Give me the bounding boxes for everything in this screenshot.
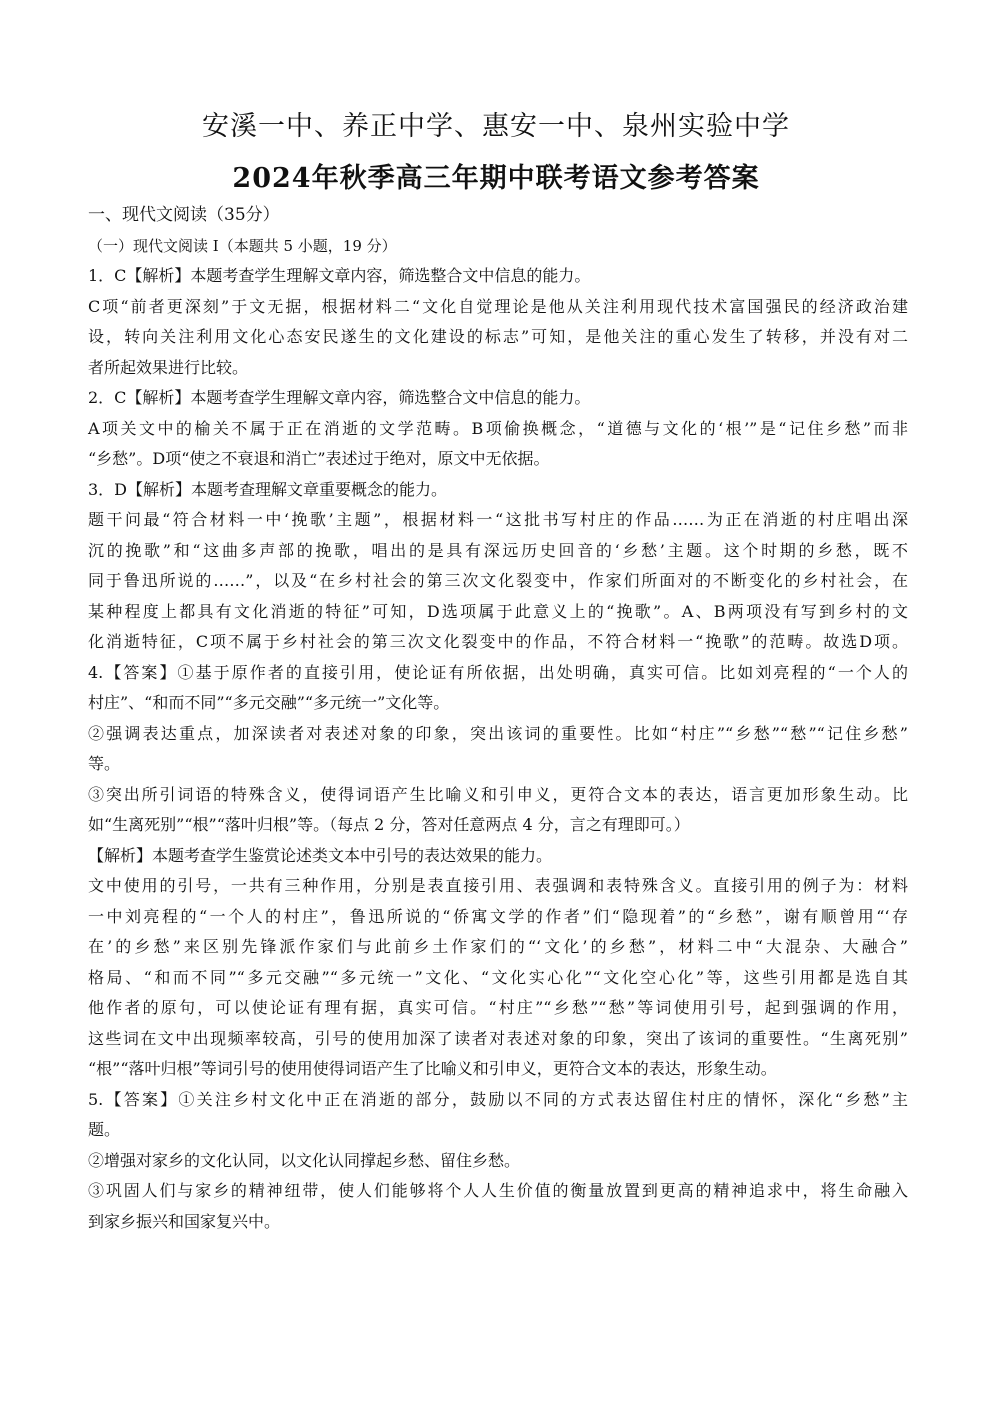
answer-line: 题。 — [88, 1120, 121, 1139]
answer-line: C项“前者更深刻”于文无据，根据材料二“文化自觉理论是他从关注利用现代技术富国强民的经济政治建 — [88, 296, 908, 316]
answer-line: 在’的乡愁”来区别先锋派作家们与此前乡土作家们的“‘文化’的乡愁”，材料二中“大混杂、大融合” — [88, 937, 908, 956]
answer-line: 某种程度上都具有文化消逝的特征”可知，D选项属于此意义上的“挽歌”。A、B两项没有写到乡村的文 — [88, 601, 908, 621]
answer-line: 一中刘亮程的“一个人的村庄”，鲁迅所说的“侨寓文学的作者”们“隐现着”的“乡愁”，谢有顺曾用“‘存 — [88, 906, 908, 926]
answer-line: 3．D【解析】本题考查理解文章重要概念的能力。 — [88, 479, 448, 499]
answer-line: 4.【答案】①基于原作者的直接引用，使论证有所依据，出处明确，真实可信。比如刘亮程的“一个人的 — [88, 662, 908, 682]
answer-line: A项关文中的榆关不属于正在消逝的文学范畴。B项偷换概念，“道德与文化的‘根’”是“记住乡愁”而非 — [88, 418, 908, 438]
answer-line: 到家乡振兴和国家复兴中。 — [88, 1211, 281, 1231]
answer-line: 1．C【解析】本题考查学生理解文章内容，筛选整合文中信息的能力。 — [88, 266, 591, 285]
answer-body — [88, 200, 908, 1237]
answer-line: 化消逝特征，C项不属于乡村社会的第三次文化裂变中的作品，不符合材料一“挽歌”的范畴。故选D项。 — [88, 632, 908, 651]
answer-line: ②增强对家乡的文化认同，以文化认同撑起乡愁、留住乡愁。 — [88, 1150, 521, 1170]
answer-line: 【解析】本题考查学生鉴赏论述类文本中引号的表达效果的能力。 — [88, 845, 553, 865]
answer-line: ③巩固人们与家乡的精神纽带，使人们能够将个人人生价值的衡量放置到更高的精神追求中，将生命融入 — [88, 1181, 908, 1200]
answer-line: ③突出所引词语的特殊含义，使得词语产生比喻义和引申义，更符合文本的表达，语言更加形象生动。比 — [88, 784, 908, 804]
answer-line: 者所起效果进行比较。 — [88, 357, 249, 377]
page-title-schools: 安溪一中、养正中学、惠安一中、泉州实验中学 — [202, 111, 790, 142]
answer-line: ②强调表达重点，加深读者对表述对象的印象，突出该词的重要性。比如“村庄”“乡愁”“愁”“记住乡愁” — [88, 723, 908, 743]
answer-line: 等。 — [88, 754, 121, 773]
answer-line: “根”“落叶归根”等词引号的使用使得词语产生了比喻义和引申义，更符合文本的表达，形象生动。 — [88, 1059, 777, 1078]
answer-line: “乡愁”。D项“使之不衰退和消亡”表述过于绝对，原文中无依据。 — [88, 449, 550, 468]
section-heading: 一、现代文阅读（35分） — [88, 205, 280, 225]
answer-line: 沉的挽歌”和“这曲多声部的挽歌，唱出的是具有深远历史回音的‘乡愁’主题。这个时期的乡愁，既不 — [88, 540, 908, 560]
answer-line: 如“生离死别”“根”“落叶归根”等。（每点 2 分，答对任意两点 4 分，言之有理即可。） — [88, 815, 690, 834]
answer-line: 这些词在文中出现频率较高，引号的使用加深了读者对表述对象的印象，突出了该词的重要性。“生离死别” — [88, 1028, 908, 1048]
answer-line: 5.【答案】①关注乡村文化中正在消逝的部分，鼓励以不同的方式表达留住村庄的情怀，深化“乡愁”主 — [88, 1089, 908, 1109]
answer-line: 格局、“和而不同”“多元交融”“多元统一”文化、“文化实心化”“文化空心化”等，这些引用都是选自其 — [88, 967, 908, 987]
answer-line: 题干问最“符合材料一中‘挽歌’主题”，根据材料一“这批书写村庄的作品……为正在消逝的村庄唱出深 — [88, 510, 908, 529]
subsection-heading: （一）现代文阅读 I（本题共 5 小题，19 分） — [88, 236, 397, 255]
answer-line: 2．C【解析】本题考查学生理解文章内容，筛选整合文中信息的能力。 — [88, 388, 591, 407]
answer-line: 文中使用的引号，一共有三种作用，分别是表直接引用、表强调和表特殊含义。直接引用的例子为：材料 — [88, 876, 908, 895]
page-title-exam: 2024年秋季高三年期中联考语文参考答案 — [232, 163, 760, 194]
answer-line: 村庄”、“和而不同”“多元交融”“多元统一”文化等。 — [88, 693, 450, 712]
answer-line: 同于鲁迅所说的……”，以及“在乡村社会的第三次文化裂变中，作家们所面对的不断变化的乡村社会，在 — [88, 571, 908, 590]
answer-line: 他作者的原句，可以使论证有理有据，真实可信。“村庄”“乡愁”“愁”等词使用引号，起到强调的作用， — [88, 998, 908, 1017]
answer-line: 设，转向关注利用文化心态安民遂生的文化建设的标志”可知，是他关注的重心发生了转移，并没有对二 — [88, 327, 908, 346]
